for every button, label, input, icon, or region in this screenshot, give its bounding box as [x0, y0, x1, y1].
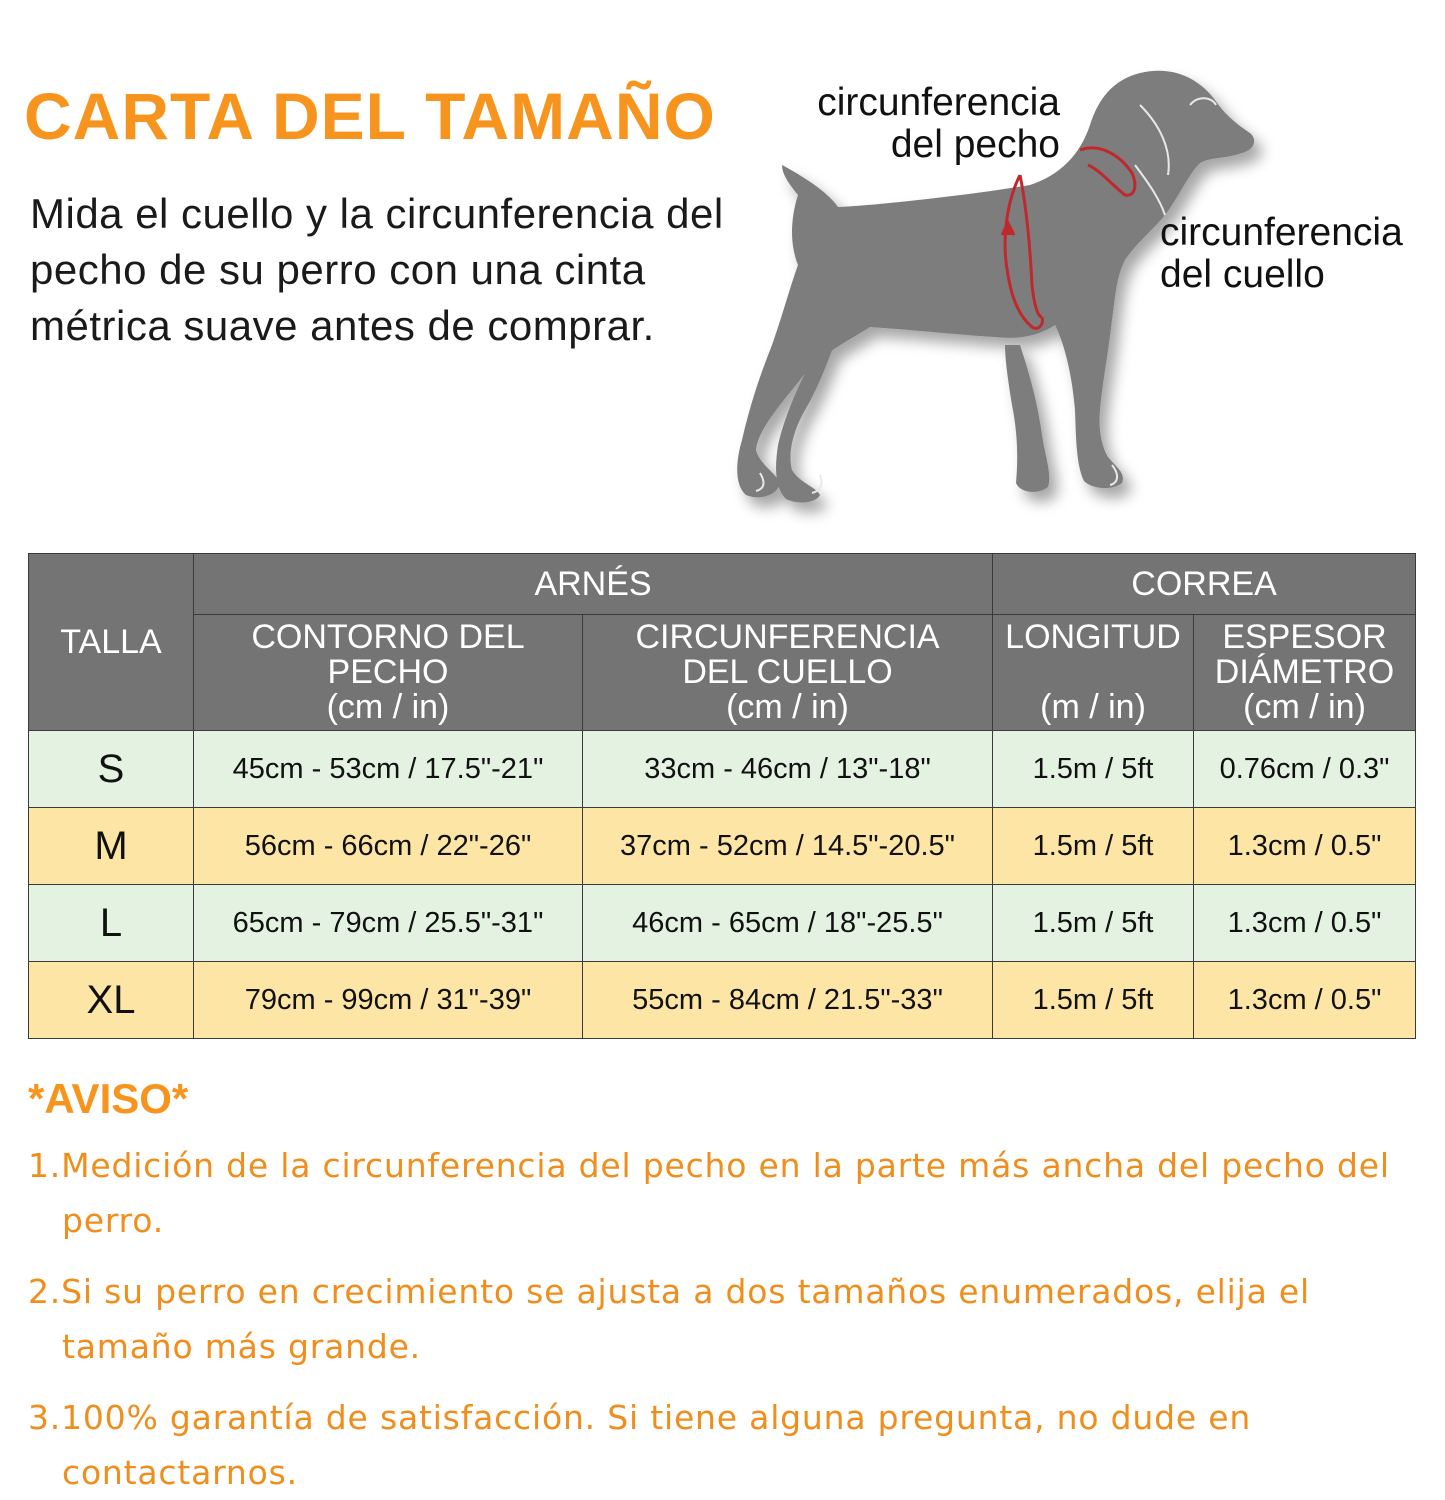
- table-row: [29, 731, 1416, 808]
- length-cell: 1.5m / 5ft: [993, 731, 1194, 808]
- header-correa: CORREA: [993, 554, 1416, 615]
- length-cell: 1.5m / 5ft: [993, 885, 1194, 962]
- header-chest: CONTORNO DEL PECHO (cm / in): [194, 615, 583, 731]
- neck-cell: 33cm - 46cm / 13"-18": [583, 731, 993, 808]
- header-talla: TALLA: [29, 554, 194, 731]
- size-cell: L: [29, 885, 194, 962]
- header-arnes: ARNÉS: [194, 554, 993, 615]
- header-neck: CIRCUNFERENCIA DEL CUELLO (cm / in): [583, 615, 993, 731]
- neck-label-line2: del cuello: [1160, 253, 1325, 296]
- chest-label-line1: circunferencia: [817, 81, 1060, 124]
- neck-cell: 37cm - 52cm / 14.5"-20.5": [583, 808, 993, 885]
- chest-cell: 79cm - 99cm / 31"-39": [194, 962, 583, 1039]
- header-thickness: ESPESOR DIÁMETRO (cm / in): [1194, 615, 1416, 731]
- size-cell: XL: [29, 962, 194, 1039]
- neck-label-line1: circunferencia: [1160, 211, 1403, 254]
- thickness-cell: 1.3cm / 0.5": [1194, 962, 1416, 1039]
- table-row: [29, 885, 1416, 962]
- notice-item: 1.Medición de la circunferencia del pecho en la parte más ancha del pecho del perro.: [28, 1146, 1390, 1240]
- chest-cell: 56cm - 66cm / 22"-26": [194, 808, 583, 885]
- size-cell: M: [29, 808, 194, 885]
- length-cell: 1.5m / 5ft: [993, 808, 1194, 885]
- thickness-cell: 1.3cm / 0.5": [1194, 808, 1416, 885]
- header-length: LONGITUD (m / in): [993, 615, 1194, 731]
- thickness-cell: 0.76cm / 0.3": [1194, 731, 1416, 808]
- notice-item: 3.100% garantía de satisfacción. Si tiene alguna pregunta, no dude en contactarnos.: [28, 1398, 1252, 1492]
- thickness-cell: 1.3cm / 0.5": [1194, 885, 1416, 962]
- table-row: [29, 808, 1416, 885]
- neck-cell: 46cm - 65cm / 18"-25.5": [583, 885, 993, 962]
- intro-text: Mida el cuello y la circunferencia del pecho de su perro con una cinta métrica suave antes de comprar.: [30, 190, 724, 349]
- chest-circumference-label: [817, 82, 1060, 166]
- notice-title: *AVISO*: [28, 1075, 189, 1122]
- neck-cell: 55cm - 84cm / 21.5"-33": [583, 962, 993, 1039]
- size-chart-table: [28, 553, 1416, 1039]
- notice-list: [28, 1138, 1428, 1500]
- notice-item: 2.Si su perro en crecimiento se ajusta a dos tamaños enumerados, elija el tamaño más grande.: [28, 1272, 1310, 1366]
- neck-circumference-label: [1160, 212, 1403, 296]
- page-title: CARTA DEL TAMAÑO: [24, 79, 716, 153]
- length-cell: 1.5m / 5ft: [993, 962, 1194, 1039]
- table-row: [29, 962, 1416, 1039]
- size-cell: S: [29, 731, 194, 808]
- chest-label-line2: del pecho: [890, 123, 1060, 166]
- chest-cell: 65cm - 79cm / 25.5"-31": [194, 885, 583, 962]
- chest-cell: 45cm - 53cm / 17.5"-21": [194, 731, 583, 808]
